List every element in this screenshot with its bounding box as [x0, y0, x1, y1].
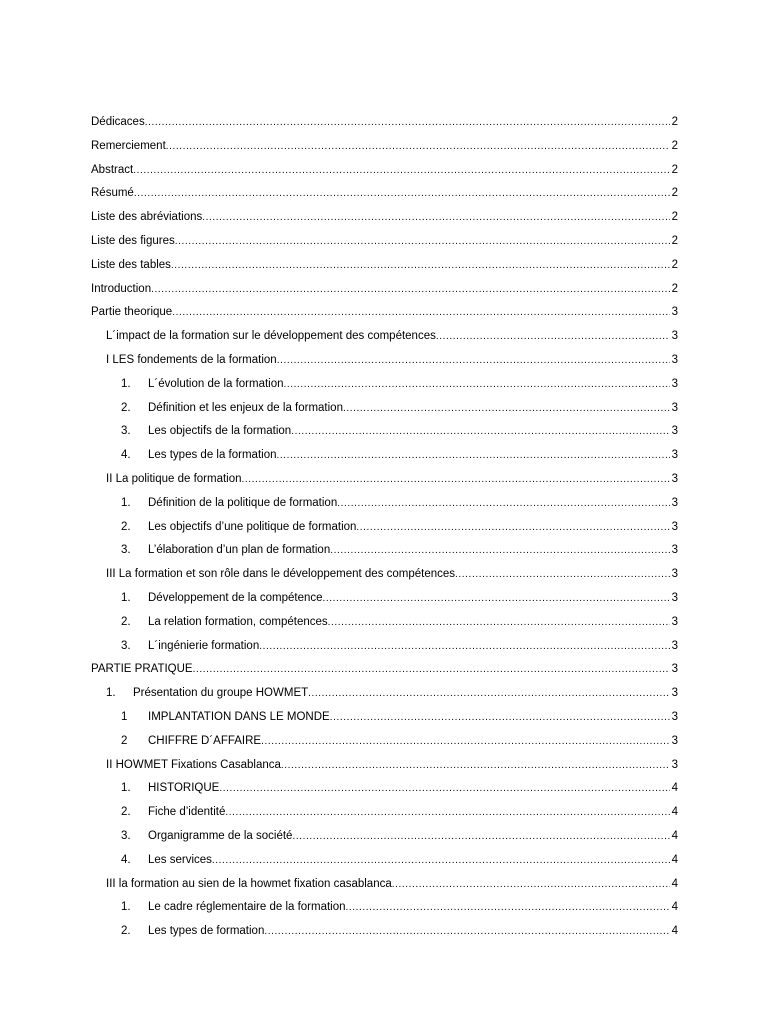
- dot-leader: [133, 159, 669, 183]
- toc-entry[interactable]: [91, 516, 678, 540]
- toc-entry[interactable]: [91, 587, 678, 611]
- toc-entry-title: Les objectifs de la formation: [148, 425, 292, 438]
- dot-leader: [225, 801, 669, 825]
- toc-entry-title: Partie theorique: [91, 306, 173, 319]
- toc-entry-title: L’élaboration d’un plan de formation: [148, 544, 331, 557]
- toc-entry-page-number: 3: [671, 306, 678, 319]
- dot-leader: [151, 278, 669, 302]
- toc-entry-title: Le cadre réglementaire de la formation: [148, 901, 346, 914]
- dot-leader: [281, 754, 670, 778]
- toc-entry-title: Les objectifs d’une politique de formation: [148, 520, 357, 533]
- toc-entry-title: I LES fondements de la formation: [106, 353, 277, 366]
- toc-entry-number: 3.: [121, 425, 131, 438]
- toc-entry-page-number: 3: [671, 544, 678, 557]
- toc-entry-number: 2.: [121, 615, 131, 628]
- toc-entry[interactable]: [91, 182, 678, 206]
- toc-entry[interactable]: [91, 635, 678, 659]
- toc-entry-title: Remerciement: [91, 139, 166, 152]
- toc-entry-page-number: 2: [671, 258, 678, 271]
- dot-leader: [171, 254, 670, 278]
- toc-entry-title: Développement de la compétence: [148, 591, 323, 604]
- toc-entry-page-number: 4: [671, 782, 678, 795]
- toc-entry-title: Les types de la formation: [148, 449, 277, 462]
- toc-entry[interactable]: [91, 349, 678, 373]
- dot-leader: [172, 301, 669, 325]
- dot-leader: [202, 206, 669, 230]
- toc-entry[interactable]: [91, 801, 678, 825]
- toc-entry[interactable]: [91, 468, 678, 492]
- toc-entry-title: PARTIE PRATIQUE: [91, 663, 193, 676]
- dot-leader: [259, 635, 669, 659]
- toc-entry[interactable]: [91, 849, 678, 873]
- dot-leader: [219, 777, 669, 801]
- table-of-contents: [91, 111, 678, 944]
- toc-entry-page-number: 3: [671, 401, 678, 414]
- toc-entry-page-number: 3: [671, 472, 678, 485]
- dot-leader: [193, 658, 670, 682]
- toc-entry-page-number: 4: [671, 901, 678, 914]
- toc-entry-number: 1.: [121, 901, 131, 914]
- dot-leader: [292, 825, 669, 849]
- toc-entry-page-number: 4: [671, 877, 678, 890]
- toc-entry-title: Introduction: [91, 282, 152, 295]
- toc-entry-page-number: 2: [671, 211, 678, 224]
- toc-entry-title: L´ingénierie formation: [148, 639, 260, 652]
- dot-leader: [175, 230, 670, 254]
- toc-entry-page-number: 3: [671, 330, 678, 343]
- toc-entry-title: Les services: [148, 853, 212, 866]
- toc-entry-page-number: 3: [671, 449, 678, 462]
- toc-entry-page-number: 4: [671, 806, 678, 819]
- toc-entry-title: Définition et les enjeux de la formation: [148, 401, 343, 414]
- toc-entry-title: Fiche d’identité: [148, 806, 226, 819]
- toc-entry[interactable]: [91, 135, 678, 159]
- dot-leader: [392, 873, 670, 897]
- toc-entry-title: Liste des figures: [91, 234, 175, 247]
- toc-entry[interactable]: [91, 873, 678, 897]
- toc-entry-page-number: 3: [671, 377, 678, 390]
- dot-leader: [330, 706, 670, 730]
- dot-leader: [277, 349, 670, 373]
- toc-entry-number: 4.: [121, 853, 131, 866]
- dot-leader: [242, 468, 670, 492]
- dot-leader: [356, 516, 669, 540]
- toc-entry-title: CHIFFRE D´AFFAIRE: [148, 734, 262, 747]
- toc-entry[interactable]: [91, 825, 678, 849]
- toc-entry-number: 1.: [121, 496, 131, 509]
- dot-leader: [455, 563, 670, 587]
- toc-entry-page-number: 3: [671, 568, 678, 581]
- toc-entry[interactable]: [91, 420, 678, 444]
- toc-entry-number: 4.: [121, 449, 131, 462]
- dot-leader: [277, 444, 670, 468]
- toc-entry-page-number: 2: [671, 139, 678, 152]
- toc-entry-page-number: 3: [671, 520, 678, 533]
- toc-entry[interactable]: [91, 373, 678, 397]
- toc-entry-page-number: 3: [671, 425, 678, 438]
- toc-entry-page-number: 3: [671, 639, 678, 652]
- toc-entry-number: 1.: [106, 687, 116, 700]
- toc-entry[interactable]: [91, 563, 678, 587]
- toc-entry-page-number: 4: [671, 925, 678, 938]
- toc-entry-title: Résumé: [91, 187, 134, 200]
- toc-entry-number: 1: [121, 710, 128, 723]
- toc-entry-page-number: 2: [671, 163, 678, 176]
- toc-entry-page-number: 2: [671, 234, 678, 247]
- toc-entry[interactable]: [91, 896, 678, 920]
- toc-entry-title: Liste des tables: [91, 258, 171, 271]
- toc-entry-page-number: 3: [671, 687, 678, 700]
- toc-entry[interactable]: [91, 730, 678, 754]
- toc-entry-number: 2.: [121, 401, 131, 414]
- toc-entry[interactable]: [91, 325, 678, 349]
- dot-leader: [291, 420, 669, 444]
- toc-entry-number: 3.: [121, 829, 131, 842]
- toc-entry[interactable]: [91, 777, 678, 801]
- toc-entry[interactable]: [91, 254, 678, 278]
- toc-entry[interactable]: [91, 920, 678, 944]
- toc-entry-page-number: 3: [671, 758, 678, 771]
- toc-entry-page-number: 3: [671, 353, 678, 366]
- toc-entry-number: 1.: [121, 591, 131, 604]
- toc-entry-title: Abstract: [91, 163, 134, 176]
- toc-entry-title: Définition de la politique de formation: [148, 496, 338, 509]
- toc-entry-number: 1.: [121, 782, 131, 795]
- toc-entry-page-number: 2: [671, 116, 678, 128]
- toc-entry-number: 2: [121, 734, 128, 747]
- toc-entry[interactable]: [91, 230, 678, 254]
- dot-leader: [308, 682, 669, 706]
- toc-entry-title: L´évolution de la formation: [148, 377, 284, 390]
- toc-entry-title: IMPLANTATION DANS LE MONDE: [148, 710, 330, 723]
- toc-entry-page-number: 3: [671, 710, 678, 723]
- toc-entry-number: 1.: [121, 377, 131, 390]
- toc-entry[interactable]: [91, 611, 678, 635]
- dot-leader: [337, 492, 669, 516]
- dot-leader: [330, 539, 669, 563]
- toc-entry-title: L´impact de la formation sur le développement des compétences: [106, 330, 436, 343]
- toc-entry-title: III la formation au sien de la howmet fixation casablanca: [106, 877, 392, 890]
- toc-entry-number: 3.: [121, 639, 131, 652]
- dot-leader: [343, 397, 670, 421]
- toc-entry[interactable]: [91, 706, 678, 730]
- toc-entry[interactable]: [91, 278, 678, 302]
- toc-entry-title: III La formation et son rôle dans le développement des compétences: [106, 568, 456, 581]
- toc-entry-page-number: 3: [671, 734, 678, 747]
- dot-leader: [328, 611, 670, 635]
- dot-leader: [261, 730, 670, 754]
- toc-entry-title: La relation formation, compétences: [148, 615, 328, 628]
- toc-entry-page-number: 3: [671, 591, 678, 604]
- toc-entry-title: HISTORIQUE: [148, 782, 220, 795]
- toc-entry-title: Dédicaces: [91, 116, 145, 128]
- dot-leader: [145, 111, 670, 135]
- dot-leader: [264, 920, 669, 944]
- dot-leader: [166, 135, 670, 159]
- toc-entry-title: II La politique de formation: [106, 472, 242, 485]
- dot-leader: [323, 587, 670, 611]
- toc-entry-number: 3.: [121, 544, 131, 557]
- toc-entry[interactable]: [91, 206, 678, 230]
- toc-entry[interactable]: [91, 539, 678, 563]
- dot-leader: [346, 896, 670, 920]
- toc-entry[interactable]: [91, 301, 678, 325]
- toc-entry-page-number: 2: [671, 282, 678, 295]
- toc-entry-title: Présentation du groupe HOWMET: [133, 687, 309, 700]
- toc-entry-page-number: 3: [671, 615, 678, 628]
- toc-entry-title: Liste des abréviations: [91, 211, 203, 224]
- toc-entry[interactable]: [91, 754, 678, 778]
- toc-entry-title: II HOWMET Fixations Casablanca: [106, 758, 281, 771]
- toc-entry[interactable]: [91, 444, 678, 468]
- toc-entry[interactable]: [91, 682, 678, 706]
- toc-entry-title: Les types de formation: [148, 925, 265, 938]
- toc-entry[interactable]: [91, 658, 678, 682]
- toc-entry-number: 2.: [121, 925, 131, 938]
- toc-entry-page-number: 3: [671, 663, 678, 676]
- dot-leader: [212, 849, 670, 873]
- toc-entry[interactable]: [91, 159, 678, 183]
- toc-entry-page-number: 4: [671, 829, 678, 842]
- dot-leader: [436, 325, 670, 349]
- dot-leader: [134, 182, 670, 206]
- toc-entry-title: Organigramme de la société: [148, 829, 293, 842]
- toc-entry-number: 2.: [121, 520, 131, 533]
- toc-entry-page-number: 2: [671, 187, 678, 200]
- toc-entry[interactable]: [91, 111, 678, 135]
- toc-entry[interactable]: [91, 492, 678, 516]
- toc-entry-number: 2.: [121, 806, 131, 819]
- dot-leader: [284, 373, 670, 397]
- toc-entry-page-number: 3: [671, 496, 678, 509]
- toc-entry[interactable]: [91, 397, 678, 421]
- toc-entry-page-number: 4: [671, 853, 678, 866]
